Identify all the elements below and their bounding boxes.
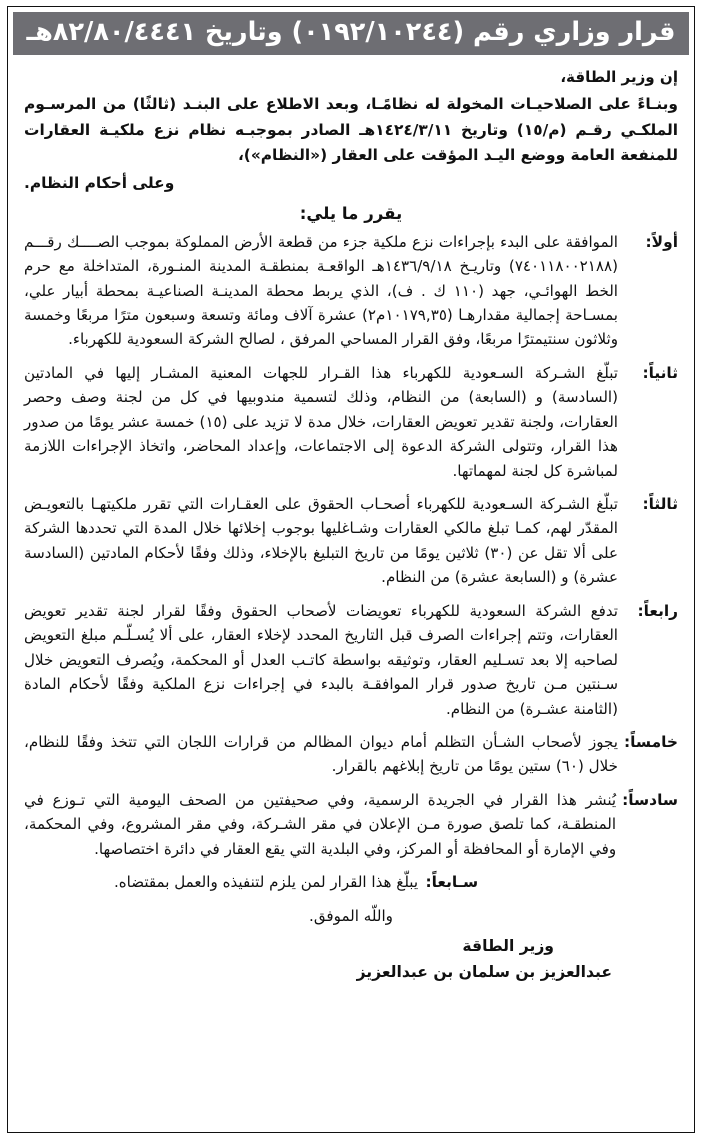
signer-role: وزير الطاقة [462, 936, 554, 955]
clause-label: أولاً: [645, 232, 678, 251]
clause-text: الموافقة على البدء بإجراءات نزع ملكية جزء من قطعة الأرض المملوكة بموجب الصــــك رقـــم (٧٤٠١١٨٠٠٢١٨٨) وتاريـخ ١٤٣٦/٩/١٨هـ الواقعـة بمنطقـة المدينة المنـورة، المتداخلة مع حرم الخط الهوائـي، جهد (١١٠ ك . ف)، الذي يربط محطة المدينـة الصناعيـة بمحطة أبيار علي، بمسـاحة إجمالية مقدارهـا (١٠١٧٩,٣٥م٢) عشرة آلاف ومائة وتسعة وسبعون مترًا مربعًا وخمسة وثلاثون سنتيمترًا مربعًا، وفق القرار المساحي المرفق ، لصالح الشركة السعودية للكهرباء. [24, 232, 619, 349]
document-title: قرار وزاري رقم (٤٤٢٠١/٢٩١٠) وتاريخ ١٤٤٤/٠٨/٢٨هـ [26, 17, 676, 47]
clause-text: تبلّغ الشـركة السـعودية للكهرباء هذا القـرار للجهات المعنية المشـار إليها في المادتين (السادسة) و (السابعة) من النظام، وذلك لتسمية مندوبيها في كل من لجنة وصف وحصر العقارات، ولجنة تقدير تعويض العقارات، خلال مدة لا تزيد على (١٥) خمسة عشر يومًا من صدور هذا القرار، وتتولى الشركة الدعوة إلى الاجتماعات، وإعداد المحاضر، واتخاذ الإجراءات اللازمة لمباشرة كل لجنة لمهماتها. [24, 363, 618, 480]
clause-item [24, 599, 678, 721]
opening-salutation: إن وزير الطاقة، [560, 67, 678, 86]
closing-blessing: واللّه الموفق. [309, 907, 393, 926]
signer-name: عبدالعزيز بن سلمان بن عبدالعزيز [356, 962, 612, 981]
document-frame [7, 6, 695, 1133]
clause-label: سـابعاً: [425, 873, 479, 892]
clause-item [24, 230, 678, 352]
clause-text: تبلّغ الشـركة السـعودية للكهرباء أصحـاب الحقوق على العقـارات التي تقرر ملكيتهـا بالتعويـض المقدّر لهم، كمـا تبلغ مالكي العقارات وشـاغليها بوجوب إخلائها خلال المدة التي تحددها الشركة على ألا تقل عن (٣٠) ثلاثين يومًا من تاريخ التبليغ بالإخلاء، وذلك وفقًا لأحكام المادتين (السادسة عشرة) و (السابعة عشرة) من النظام. [24, 495, 618, 587]
clause-label: سادساً: [622, 790, 678, 809]
clause-item [24, 870, 678, 895]
clause-text: يجوز لأصحاب الشـأن التظلم أمام ديوان المظالم من قرارات اللجان التي تتخذ وفقًا للنظام، خلال (٦٠) ستين يومًا من تاريخ إبلاغهم بالقرار. [24, 732, 618, 776]
preamble-closing-line: وعلى أحكام النظام. [24, 173, 175, 192]
clause-label: ثانياً: [642, 363, 678, 382]
clause-item [24, 788, 678, 861]
clause-text: يبلّغ هذا القرار لمن يلزم لتنفيذه والعمل بمقتضاه. [113, 873, 419, 892]
document-header-banner [13, 12, 689, 55]
signature-block [24, 937, 678, 981]
document-body [8, 55, 694, 1132]
decides-heading: يقرر ما يلي: [299, 203, 403, 223]
preamble-paragraph: وبنـاءً على الصلاحيـات المخولة له نظامًـا، وبعد الاطلاع على البنـد (ثالثًا) من المرسـوم الملكـي رقـم (م/١٥) وتاريخ ١٤٢٤/٣/١١هـ الصادر بموجبـه نظام نزع ملكيـة العقارات للمنفعة العامة ووضع اليـد المؤقت على العقار («النظام»)، [24, 94, 678, 165]
clause-label: رابعاً: [637, 601, 678, 620]
clause-item [24, 492, 678, 590]
clause-item [24, 730, 678, 779]
clause-text: يُنشر هذا القرار في الجريدة الرسمية، وفي صحيفتين من الصحف اليومية التي تـوزع في المنطقـة، كما تلصق صورة مـن الإعلان في مقر الشـركة، وفي مقر المشروع، وفي المحكمة، وفي الإمارة أو المحافظة أو المركز، وفي البلدية التي يقع العقار في دائرة اختصاصها. [24, 790, 617, 858]
clause-text: تدفع الشركة السعودية للكهرباء تعويضات لأصحاب الحقوق وفقًا لقرار لجنة تقدير تعويض العقارات، وتتم إجراءات الصرف قبل التاريخ المحدد لإخلاء العقار، على ألا يُسـلّـم مبلغ التعويض لصاحبه إلا بعد تسـليم العقار، وتوثيقه بواسطة كاتـب العدل أو المحكمة، ويُصرف التعويض خلال سـنتين مـن تاريخ صدور قرار الموافقـة بالبدء في إجراءات نزع الملكية وفقًا لأحكام المادة (الثامنة عشـرة) من النظام. [24, 601, 618, 718]
clause-label: خامساً: [624, 732, 678, 751]
clause-label: ثالثاً: [642, 495, 678, 513]
clause-item [24, 361, 678, 483]
